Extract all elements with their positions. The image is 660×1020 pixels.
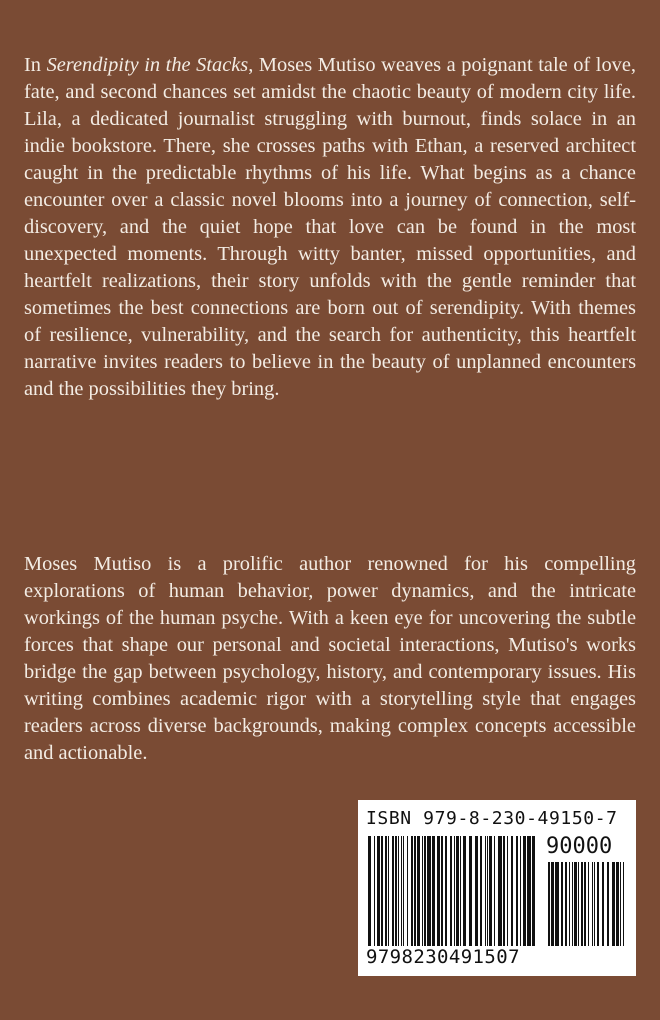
barcode-number: 9798230491507 [366, 946, 520, 968]
blurb-text: , Moses Mutiso weaves a poignant tale of love, fate, and second chances set amidst the chaotic beauty of modern city life. Lila, a dedicated journalist struggling with burnout, finds solace in an indie bookstore. There, she crosses paths with Ethan, a reserved architect caught in the predictable rhythms of his life. What begins as a chance encounter over a classic novel blooms into a journey of connection, self-discovery, and the quiet hope that love can be found in the most unexpected moments. Through witty banter, missed opportunities, and heartfelt realizations, their story unfolds with the gentle reminder that sometimes the best connections are born out of serendipity. With themes of resilience, vulnerability, and the search for authenticity, this heartfelt narrative invites readers to believe in the beauty of unplanned encounters and the possibilities they bring. [24, 54, 636, 400]
price-code: 90000 [546, 834, 613, 859]
book-title: Serendipity in the Stacks [46, 54, 249, 76]
isbn-label: ISBN 979-8-230-49150-7 [366, 808, 618, 829]
isbn-barcode [358, 800, 636, 976]
blurb-intro: In [24, 54, 47, 76]
author-bio: Moses Mutiso is a prolific author renowned for his compelling explorations of human behavior, power dynamics, and the intricate workings of the human psyche. With a keen eye for uncovering the subtle forces that shape our personal and societal interactions, Mutiso's works bridge the gap between psychology, history, and contemporary issues. His writing combines academic rigor with a storytelling style that engages readers across diverse backgrounds, making complex concepts accessible and actionable. [24, 553, 636, 764]
book-blurb [24, 52, 636, 403]
